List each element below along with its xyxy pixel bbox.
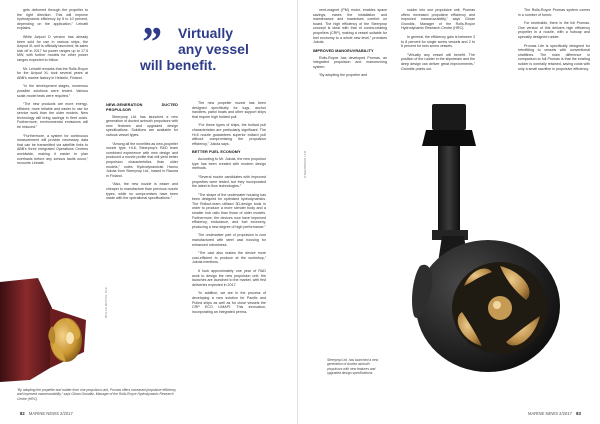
paragraph: In general, the efficiency gain is between 3 to 8 percent for single screw vessels and 2 to 6 percent for twin screw vessels. — [401, 34, 475, 49]
photo-caption: “By adopting the propeller and rudder from one propulsion unit, Promas offers increased propulsive efficiency and improved manoeuvrability,” says Göran Grunditz, Manager of the Rolls-Royce Hydrodynamic Research Centre (HRC). — [17, 388, 177, 401]
steerprop-propulsor-photo — [360, 96, 600, 396]
photo-credit: ROLLS-ROYCE PLC — [104, 286, 108, 318]
paragraph: The Rolls-Royce Promas system comes in a number of forms: — [518, 8, 590, 17]
motor-housing — [432, 104, 466, 130]
hub-highlight — [493, 301, 501, 309]
paragraph: “By adopting the propeller and — [319, 73, 368, 78]
left-column-c — [192, 101, 266, 401]
section-heading: IMPROVED MANOEUVRABILITY — [313, 48, 374, 53]
steering-column — [438, 146, 460, 232]
paragraph: nent-magnet (PM) motor, enables space savings, eases the installation and maintenance and maximises comfort on board. The high efficiency of the Steerprop concept is ideal with that of contra-rotating propellers (CRP), making a vessel suitable for fuel economy to a whole new level,” promises Jukola. — [313, 8, 387, 45]
page-footer — [17, 411, 73, 416]
photo-credit: STEERPROP LTD. — [303, 149, 307, 178]
paragraph: Mr. Leinatti remarks that the Rolls-Royce for the Azipod XL took several years at ABB’s marine factory in Helsinki, Finland. — [17, 66, 88, 80]
paragraph: “In addition, we are in the process of developing a new solution for Pacific and Pulled ships as well as for close vessels the CRP ECO LIMAPI. This innovation, incorporating an integrated perma- — [192, 291, 266, 314]
paragraph: Rolls-Royce has developed Promas, an integrated propulsion and manoeuvring system. — [313, 55, 387, 69]
section-heading: BETTER FUEL ECONOMY — [192, 150, 241, 155]
promas-rudder-photo — [0, 268, 104, 388]
paragraph: gets delivered through the propeller to the right direction. This will improve hydrodynamic efficiency by 5 to 10 percent, depending on the application,” Leinatti explains. — [17, 8, 88, 31]
mounting-flange — [422, 130, 476, 146]
paragraph: “Virtually any vessel will benefit. The position of the rudder in the slipstream and the deep design can deliver great improvements,” Grunditz points out. — [401, 52, 475, 71]
pull-quote-line: Virtually — [178, 25, 233, 41]
hub-highlight — [66, 332, 74, 344]
paragraph: “The cast also makes the device more cost-efficient to produce at the workshop,” Jukola mentions. — [192, 251, 266, 265]
section-heading: NEW-GENERATION DUCTED PROPULSOR — [106, 103, 178, 112]
paragraph: It took approximately one year of R&D work to design the new propulsion unit; the launches are launched to the market, with first deliveries expected in 2017. — [192, 269, 266, 287]
page-footer — [528, 411, 584, 416]
quote-mark-icon: ” — [140, 20, 161, 66]
paragraph: For newbuilds, there is the full Promas. One version of this delivers high efficiency propeller in a nozzle, with a hubcap and specially designed rudder. — [518, 21, 590, 39]
left-page — [0, 0, 298, 424]
photo-caption: Steerprop Ltd. has launched a new generation of ducted azimuth propulsors with new features and upgraded design specifications. — [327, 358, 379, 375]
paragraph: “Among all the novelties as new-propeller nozzle type, Hi-6, Steerprop’s R&D team combined experience with new design and produced a nozzle profile that will yield better propulsion characteristics than older models,” notes Hydrodynamicist Hannu Jukola from Steerprop Ltd., based in Rauma in Finland. — [106, 141, 178, 178]
paragraph: “Also, the new nozzle is easier and cheaper to manufacture than previous nozzle types, while no compromises have been made with the operational specifications.” — [106, 182, 178, 201]
paragraph: “The new products are more energy-efficient, more reliable and easier to use for service work than the older models. New technology will bring savings in fleet costs. Furthermore, environmental emissions will be reduced.” — [17, 102, 88, 130]
paragraph: Steerprop Ltd. has launched a new generation of ducted azimuth propulsors with new features and upgraded design specifications. Solutions are available for various vessel types. — [106, 114, 178, 137]
paragraph: “Furthermore, a system for continuous measurement will provide necessary data that can be transmitted via satellite links to ABB’s three Integrated Operations Centres worldwide, making it easier to plan overhauls before any serious faults occur,” recounts Leinatti. — [17, 133, 88, 166]
publication-title: MARINE NEWS 2/2017 — [28, 411, 73, 416]
left-column-b — [106, 101, 178, 291]
paragraph: According to Mr. Jukola, the new propulsor type has been created with modern design methods. — [192, 157, 266, 171]
pull-quote-line: any vessel — [178, 41, 249, 57]
paragraph: “For these types of ships, the bollard pull characteristics are particularly significant. The Hi-6 nozzle guarantees superior bollard pull without compromising the propulsion efficiency,” Jukola says. — [192, 123, 266, 146]
paragraph: While Azipod D version has already been sold for use in various ships, the Azipod XL unit is officially launched; its sales kick off in 2017 for power ranges up to 17.5 MW, with further models for other power ranges expected to follow. — [17, 34, 88, 62]
left-column-a — [17, 8, 88, 208]
pull-quote-line: will benefit. — [140, 57, 217, 73]
paragraph: “In the development stages, numerous possible solutions were tested. Various scale-model tests were required.” — [17, 84, 88, 98]
paragraph: Promas Lite is specifically designed for retrofitting to vessels with conventional shaftlines. The main difference in comparison to full Promas is that the existing rudder is normally retained, saving costs with only a small sacrifice in propulsive efficiency. — [518, 43, 590, 71]
paragraph: rudder into one propulsive unit, Promas offers increased propulsive efficiency and improved manoeuvrability,” says Göran Grunditz, Manager of the Rolls-Royce Hydrodynamic Research Centre (HRC). — [401, 8, 475, 31]
publication-title: MARINE NEWS 2/2017 — [528, 411, 572, 416]
paragraph: The new propeller nozzle has been designed specifically for tugs, anchor handlers, patrol boats and other support ships that require high bollard pull. — [192, 101, 266, 119]
paragraph: “The shape of the underwater housing has been designed for optimised hydrodynamics. The Rollout-team utilised 3D-design tools in order to produce a more slender body and a smaller hub ratio than those of older models. Furthermore, the devices now have improved efficiency, endurance, and fuel economy, producing a new degree of high performance.” — [192, 192, 266, 229]
page-number: 82 — [20, 411, 25, 416]
paragraph: The underwater part of propulsion is now manufactured with steel cast housing for enhanced robustness. — [192, 233, 266, 247]
right-page — [300, 0, 600, 424]
paragraph: “Several nozzle candidates with improved properties were tested, but they incorporated the latest in flow technologies.” — [192, 174, 266, 189]
hull-shape — [0, 278, 52, 382]
propeller-hub — [488, 296, 512, 320]
page-number: 83 — [576, 411, 581, 416]
